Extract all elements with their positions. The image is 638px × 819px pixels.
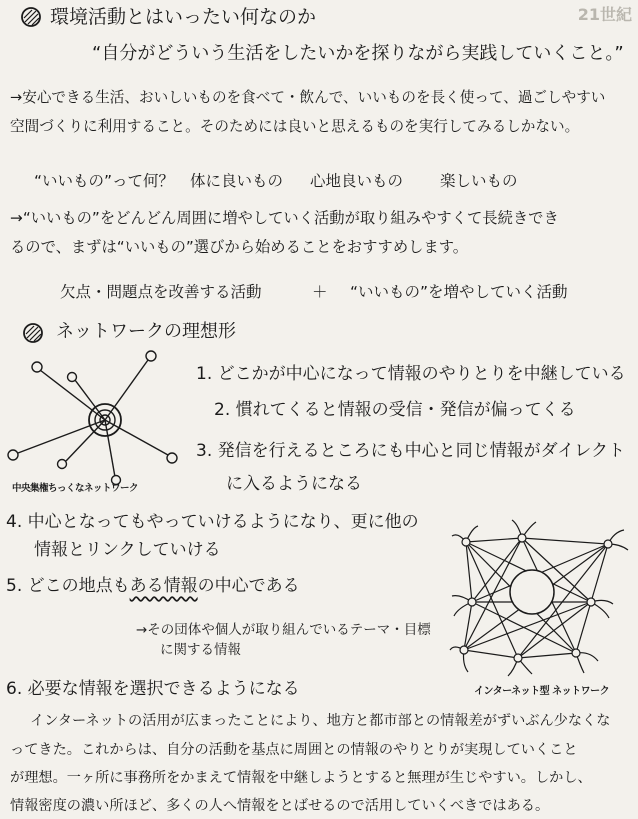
- closing-para-line2: ってきた。これからは、自分の活動を基点に周囲との情報のやりとりが実現していくこと: [10, 742, 578, 758]
- corner-decoration-text: 21世紀: [577, 5, 632, 24]
- step-5-prefix: 5. どこの地点も: [6, 576, 130, 596]
- section2-heading: ネットワークの理想形: [56, 321, 236, 342]
- centralized-network-caption: 中央集権ちっくなネットワーク: [12, 483, 139, 494]
- iimono-example-fun: 楽しいもの: [440, 172, 518, 190]
- formula-right: “いいもの”を増やしていく活動: [350, 283, 568, 301]
- closing-para-line4: 情報密度の濃い所ほど、多くの人へ情報をとばせるので活用していくべきではある。: [10, 798, 550, 814]
- step-5-wavy-emphasis: ある情報: [129, 576, 198, 596]
- section1-quote: “自分がどういう生活をしたいかを探りながら実践していくこと。”: [92, 43, 624, 64]
- step-3-line1: 3. 発信を行えるところにも中心と同じ情報がダイレクト: [196, 441, 625, 461]
- centralized-network-diagram: [0, 345, 200, 485]
- step-4-line1: 4. 中心となってもやっていけるようになり、更に他の: [6, 512, 419, 532]
- step-1: 1. どこかが中心になって情報のやりとりを中継している: [196, 364, 626, 384]
- step-4-line2: 情報とリンクしていける: [34, 540, 221, 560]
- step-6: 6. 必要な情報を選択できるようになる: [6, 679, 300, 699]
- iimono-example-body: 体に良いもの: [190, 172, 284, 190]
- step-5-suffix: の中心である: [197, 576, 300, 596]
- internet-network-diagram: [448, 510, 633, 685]
- para2-line2: るので、まずは“いいもの”選びから始めることをおすすめします。: [10, 238, 469, 256]
- closing-para-line1: インターネットの活用が広まったことにより、地方と都市部との情報差がずいぶん少なくな: [30, 713, 611, 729]
- step-5: [6, 578, 300, 595]
- step-2: 2. 慣れてくると情報の受信・発信が偏ってくる: [214, 400, 576, 420]
- iimono-example-comfort: 心地良いもの: [310, 172, 404, 190]
- internet-network-caption: インターネット型 ネットワーク: [474, 686, 610, 697]
- step-3-line2: に入るようになる: [226, 474, 362, 494]
- para2-line1: →“いいもの”をどんどん周囲に増やしていく活動が取り組みやすくて長続きでき: [10, 209, 559, 227]
- para1-line1: →安心できる生活、おいしいものを食べて・飲んで、いいものを長く使って、過ごしやすい: [10, 89, 606, 106]
- closing-para-line3: が理想。一ヶ所に事務所をかまえて情報を中継しようとすると無理が生じやすい。しかし、: [10, 770, 592, 786]
- formula-left: 欠点・問題点を改善する活動: [60, 283, 262, 301]
- formula-plus: ＋: [312, 283, 328, 301]
- step-5-note-line2: に関する情報: [160, 642, 241, 658]
- iimono-question: “いいもの”って何？: [34, 172, 175, 190]
- hatched-circle-bullet-icon: [22, 322, 44, 344]
- section1-heading: 環境活動とはいったい何なのか: [50, 6, 317, 28]
- hatched-circle-bullet-icon: [20, 6, 42, 28]
- step-5-note-line1: →その団体や個人が取り組んでいるテーマ・目標: [136, 622, 431, 638]
- para1-line2: 空間づくりに利用すること。そのためには良いと思えるものを実行してみるしかない。: [10, 118, 580, 135]
